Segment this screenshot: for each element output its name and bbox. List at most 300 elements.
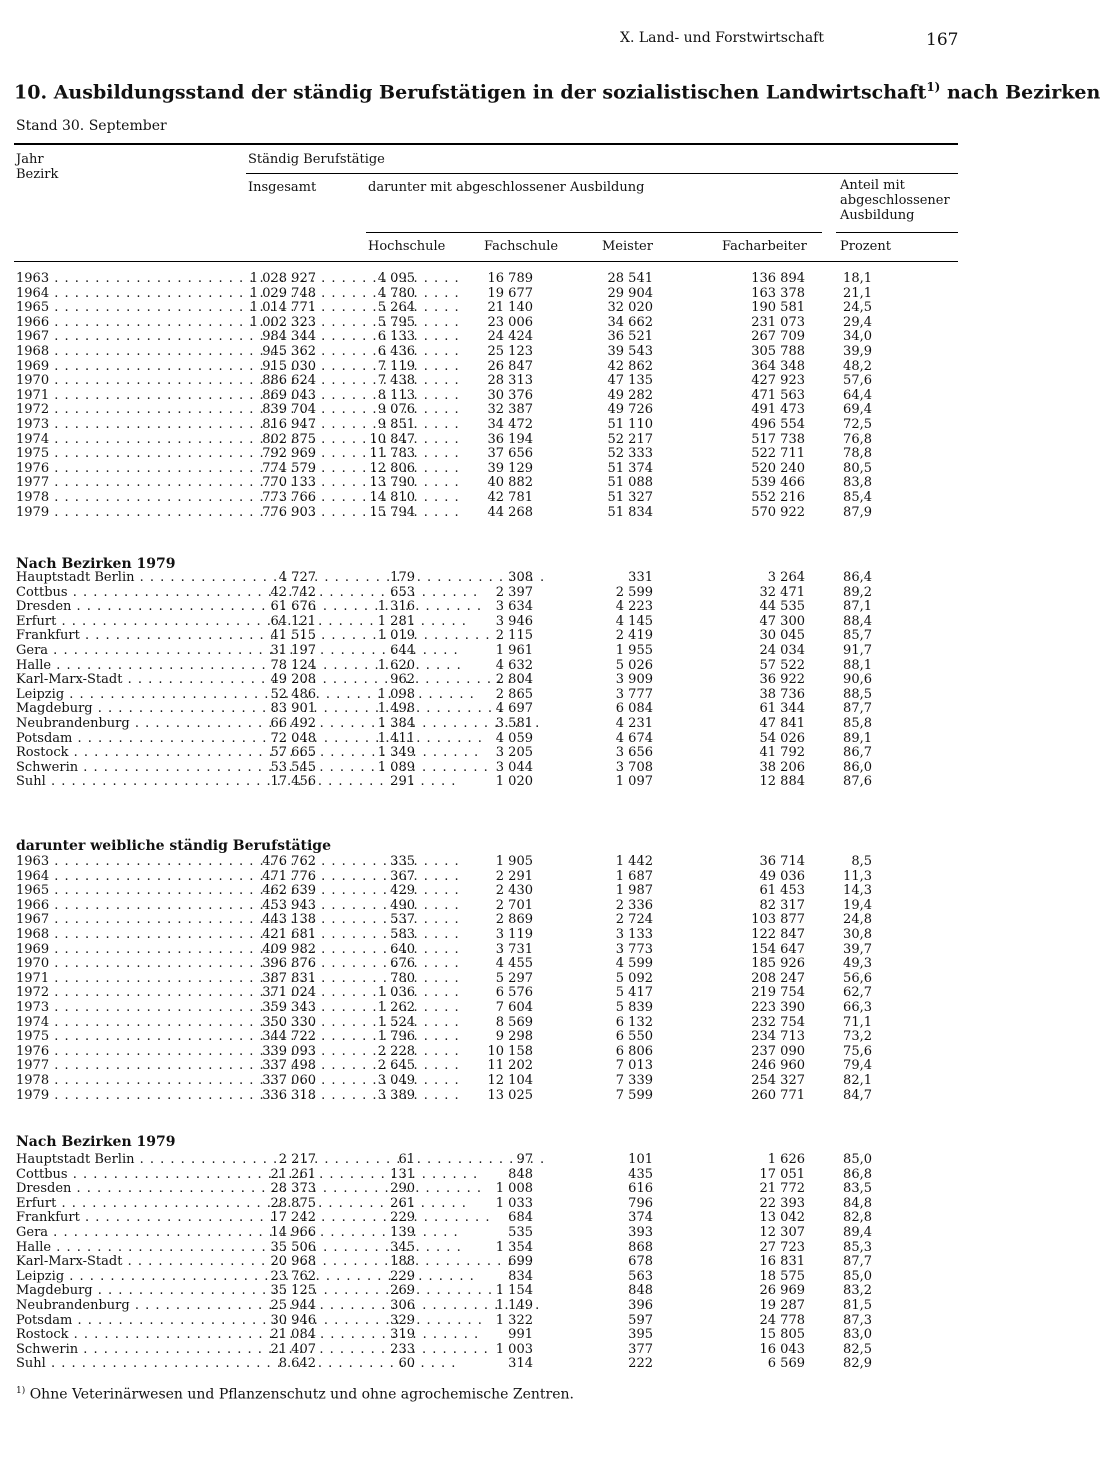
cell-hochschule: 1 089: [377, 759, 415, 775]
table-row: [0, 418, 1024, 433]
header-darunter: darunter mit abgeschlossener Ausbildung: [368, 180, 645, 195]
cell-fachschule: 2 397: [495, 584, 533, 600]
table-row: [0, 717, 1024, 732]
cell-facharbeiter: 82 317: [759, 897, 805, 913]
cell-insgesamt: 2 217: [278, 1152, 316, 1167]
table-row: [0, 1255, 1024, 1270]
cell-facharbeiter: 219 754: [751, 985, 805, 1001]
table-row: [0, 374, 1024, 389]
cell-fachschule: 16 789: [487, 271, 533, 286]
cell-insgesamt: 816 947: [262, 417, 316, 432]
row-label: 1979 . . .: [16, 506, 234, 521]
cell-facharbeiter: 520 240: [751, 460, 805, 476]
cell-meister: 796: [628, 1195, 653, 1211]
row-label: 1972 . . .: [16, 986, 234, 1001]
cell-facharbeiter: 190 581: [751, 300, 805, 316]
row-label: Schwerin . . .: [16, 1343, 234, 1358]
cell-facharbeiter: 496 554: [751, 417, 805, 432]
cell-insgesamt: 443 138: [262, 912, 316, 928]
cell-insgesamt: 387 831: [262, 970, 316, 986]
cell-prozent: 8,5: [851, 854, 872, 869]
cell-prozent: 86,4: [843, 570, 872, 585]
cell-hochschule: 319: [390, 1327, 415, 1343]
cell-hochschule: 5 264: [377, 300, 415, 316]
cell-hochschule: 229: [390, 1210, 415, 1226]
cell-facharbeiter: 38 736: [759, 686, 805, 702]
cell-hochschule: 1 620: [377, 657, 415, 673]
cell-facharbeiter: 246 960: [751, 1058, 805, 1074]
cell-insgesamt: 17 456: [270, 774, 316, 790]
cell-prozent: 76,8: [843, 431, 872, 447]
row-label: Hauptstadt Berlin . . .: [16, 571, 234, 586]
cell-insgesamt: 20 968: [270, 1254, 316, 1270]
cell-prozent: 84,7: [843, 1087, 872, 1103]
cell-hochschule: 2 228: [377, 1043, 415, 1059]
cell-facharbeiter: 18 575: [759, 1268, 805, 1284]
cell-meister: 51 327: [607, 490, 653, 505]
cell-fachschule: 834: [508, 1268, 533, 1284]
cell-fachschule: 3 581: [495, 716, 533, 731]
row-label: Rostock . . .: [16, 746, 234, 761]
cell-hochschule: 3 389: [377, 1087, 415, 1103]
cell-meister: 678: [628, 1254, 653, 1270]
cell-insgesamt: 57 665: [270, 745, 316, 761]
cell-fachschule: 1 961: [495, 643, 533, 658]
cell-hochschule: 179: [390, 570, 415, 585]
table-row: [0, 1030, 1024, 1045]
cell-facharbeiter: 27 723: [759, 1239, 805, 1255]
row-label: 1977 . . .: [16, 1059, 234, 1074]
row-label: 1970 . . .: [16, 957, 234, 972]
row-label: 1970 . . .: [16, 374, 234, 389]
cell-insgesamt: 30 946: [270, 1312, 316, 1328]
cell-prozent: 39,9: [843, 344, 872, 359]
table-row: [0, 506, 1024, 521]
row-label: 1967 . . .: [16, 913, 234, 928]
cell-fachschule: 3 731: [495, 941, 533, 957]
cell-facharbeiter: 427 923: [751, 373, 805, 389]
cell-facharbeiter: 19 287: [759, 1298, 805, 1313]
cell-meister: 2 336: [615, 897, 653, 913]
cell-hochschule: 6 436: [377, 344, 415, 359]
cell-facharbeiter: 44 535: [759, 599, 805, 615]
cell-prozent: 82,9: [843, 1356, 872, 1372]
header-rule-darunter: [366, 232, 822, 233]
cell-hochschule: 8 113: [377, 387, 415, 403]
cell-meister: 374: [628, 1210, 653, 1226]
cell-meister: 51 834: [607, 504, 653, 520]
cell-fachschule: 4 632: [495, 657, 533, 673]
cell-facharbeiter: 17 051: [759, 1166, 805, 1182]
cell-insgesamt: 886 624: [262, 373, 316, 389]
table-row: [0, 491, 1024, 506]
cell-prozent: 88,1: [843, 657, 872, 673]
cell-meister: 51 088: [607, 475, 653, 491]
row-label: Karl-Marx-Stadt . . .: [16, 1255, 234, 1270]
cell-hochschule: 367: [390, 868, 415, 884]
footnote-text: Ohne Veterinärwesen und Pflanzenschutz und ohne agrochemische Zentren.: [29, 1386, 575, 1403]
cell-hochschule: 269: [390, 1283, 415, 1299]
cell-hochschule: 583: [390, 927, 415, 942]
table-row: [0, 462, 1024, 477]
cell-meister: 868: [628, 1239, 653, 1255]
cell-prozent: 89,1: [843, 730, 872, 746]
cell-hochschule: 1 098: [377, 686, 415, 702]
cell-hochschule: 6 133: [377, 329, 415, 345]
cell-insgesamt: 66 492: [270, 716, 316, 731]
cell-facharbeiter: 47 841: [759, 716, 805, 731]
header-anteil-1: Anteil mit: [840, 178, 905, 193]
cell-insgesamt: 72 048: [270, 730, 316, 746]
section-heading-bezirke-female: Nach Bezirken 1979: [16, 1134, 176, 1150]
header-rule-anteil: [836, 232, 958, 233]
cell-fachschule: 1 020: [495, 774, 533, 790]
header-group: Ständig Berufstätige: [248, 152, 385, 167]
cell-prozent: 84,8: [843, 1195, 872, 1211]
cell-facharbeiter: 471 563: [751, 387, 805, 403]
cell-facharbeiter: 26 969: [759, 1283, 805, 1299]
cell-meister: 1 987: [615, 883, 653, 899]
table-row: [0, 301, 1024, 316]
table-row: [0, 272, 1024, 287]
table-row: [0, 1299, 1024, 1314]
cell-insgesamt: 21 407: [270, 1341, 316, 1357]
cell-facharbeiter: 15 805: [759, 1327, 805, 1343]
row-label: Suhl . . .: [16, 775, 234, 790]
cell-hochschule: 61: [398, 1152, 415, 1167]
cell-meister: 47 135: [607, 373, 653, 389]
cell-facharbeiter: 16 043: [759, 1341, 805, 1357]
cell-hochschule: 1 019: [377, 628, 415, 644]
cell-facharbeiter: 24 778: [759, 1312, 805, 1328]
row-label: 1969 . . .: [16, 360, 234, 375]
cell-insgesamt: 14 966: [270, 1225, 316, 1240]
cell-prozent: 83,0: [843, 1327, 872, 1343]
table-row: [0, 732, 1024, 747]
table-row: [0, 1016, 1024, 1031]
cell-insgesamt: 409 982: [262, 941, 316, 957]
cell-facharbeiter: 12 884: [759, 774, 805, 790]
cell-fachschule: 8 569: [495, 1014, 533, 1030]
cell-meister: 4 599: [615, 956, 653, 972]
cell-prozent: 86,0: [843, 759, 872, 775]
cell-facharbeiter: 491 473: [751, 402, 805, 418]
cell-fachschule: 3 044: [495, 759, 533, 775]
header-rule-group: [246, 173, 958, 174]
cell-insgesamt: 339 093: [262, 1043, 316, 1059]
row-label: Magdeburg . . .: [16, 1284, 234, 1299]
table-row: [0, 345, 1024, 360]
cell-insgesamt: 453 943: [262, 897, 316, 913]
cell-fachschule: 12 104: [487, 1073, 533, 1088]
cell-hochschule: 139: [390, 1225, 415, 1240]
footnote: [16, 1386, 574, 1403]
table-row: [0, 1045, 1024, 1060]
cell-meister: 3 773: [615, 941, 653, 957]
cell-hochschule: 345: [390, 1239, 415, 1255]
header-top-rule: [14, 143, 958, 145]
cell-insgesamt: 337 498: [262, 1058, 316, 1074]
cell-facharbeiter: 3 264: [767, 570, 805, 585]
cell-facharbeiter: 30 045: [759, 628, 805, 644]
cell-fachschule: 25 123: [487, 344, 533, 359]
running-head: X. Land- und Forstwirtschaft: [620, 30, 824, 46]
cell-fachschule: 2 869: [495, 912, 533, 928]
cell-hochschule: 1 411: [377, 730, 415, 746]
cell-meister: 36 521: [607, 329, 653, 345]
row-label: Neubrandenburg . . .: [16, 717, 234, 732]
cell-hochschule: 780: [390, 970, 415, 986]
cell-meister: 393: [628, 1225, 653, 1240]
cell-fachschule: 42 781: [487, 490, 533, 505]
table-row: [0, 330, 1024, 345]
cell-meister: 6 806: [615, 1043, 653, 1059]
cell-meister: 7 599: [615, 1087, 653, 1103]
cell-prozent: 49,3: [843, 956, 872, 972]
cell-fachschule: 36 194: [487, 431, 533, 447]
cell-hochschule: 1 036: [377, 985, 415, 1001]
cell-meister: 6 084: [615, 701, 653, 717]
table-row: [0, 629, 1024, 644]
cell-prozent: 89,2: [843, 584, 872, 600]
cell-hochschule: 10 847: [369, 431, 415, 447]
table-row: [0, 586, 1024, 601]
cell-insgesamt: 915 030: [262, 358, 316, 374]
row-label: 1963 . . .: [16, 272, 234, 287]
cell-insgesamt: 770 133: [262, 475, 316, 491]
cell-insgesamt: 61 676: [270, 599, 316, 615]
cell-meister: 4 231: [615, 716, 653, 731]
header-stub-bezirk: Bezirk: [16, 167, 59, 182]
cell-insgesamt: 1 002 323: [249, 314, 316, 330]
table-row: [0, 287, 1024, 302]
table-row: [0, 1211, 1024, 1226]
row-label: Hauptstadt Berlin . . .: [16, 1153, 234, 1168]
cell-meister: 34 662: [607, 314, 653, 330]
cell-insgesamt: 49 208: [270, 672, 316, 688]
cell-hochschule: 13 790: [369, 475, 415, 491]
cell-facharbeiter: 36 714: [759, 854, 805, 869]
cell-meister: 597: [628, 1312, 653, 1328]
cell-meister: 52 217: [607, 431, 653, 447]
row-label: 1971 . . .: [16, 972, 234, 987]
cell-facharbeiter: 54 026: [759, 730, 805, 746]
cell-hochschule: 291: [390, 774, 415, 790]
cell-meister: 2 599: [615, 584, 653, 600]
cell-fachschule: 3 634: [495, 599, 533, 615]
cell-fachschule: 1 033: [495, 1195, 533, 1211]
cell-fachschule: 10 158: [487, 1043, 533, 1059]
cell-fachschule: 37 656: [487, 446, 533, 462]
cell-prozent: 89,4: [843, 1225, 872, 1240]
cell-facharbeiter: 122 847: [751, 927, 805, 942]
cell-meister: 32 020: [607, 300, 653, 316]
cell-hochschule: 229: [390, 1268, 415, 1284]
cell-hochschule: 3 049: [377, 1073, 415, 1088]
cell-fachschule: 11 202: [487, 1058, 533, 1074]
cell-insgesamt: 28 373: [270, 1181, 316, 1197]
cell-insgesamt: 78 124: [270, 657, 316, 673]
cell-meister: 5 417: [615, 985, 653, 1001]
row-label: 1971 . . .: [16, 389, 234, 404]
cell-facharbeiter: 232 754: [751, 1014, 805, 1030]
cell-fachschule: 40 882: [487, 475, 533, 491]
cell-fachschule: 4 059: [495, 730, 533, 746]
cell-insgesamt: 337 060: [262, 1073, 316, 1088]
cell-prozent: 87,9: [843, 504, 872, 520]
title-footnote-mark: 1): [926, 80, 941, 94]
cell-prozent: 85,7: [843, 628, 872, 644]
cell-meister: 2 724: [615, 912, 653, 928]
cell-prozent: 82,5: [843, 1341, 872, 1357]
cell-meister: 5 026: [615, 657, 653, 673]
row-label: Frankfurt . . .: [16, 629, 234, 644]
row-label: Halle . . .: [16, 659, 234, 674]
page-number: 167: [926, 30, 959, 50]
table-row: [0, 1270, 1024, 1285]
cell-facharbeiter: 267 709: [751, 329, 805, 345]
cell-hochschule: 537: [390, 912, 415, 928]
table-row: [0, 1328, 1024, 1343]
cell-fachschule: 3 205: [495, 745, 533, 761]
cell-prozent: 29,4: [843, 314, 872, 330]
row-label: Neubrandenburg . . .: [16, 1299, 234, 1314]
cell-facharbeiter: 61 453: [759, 883, 805, 899]
cell-insgesamt: 476 762: [262, 854, 316, 869]
cell-meister: 5 092: [615, 970, 653, 986]
table-row: [0, 644, 1024, 659]
cell-hochschule: 7 438: [377, 373, 415, 389]
cell-insgesamt: 41 515: [270, 628, 316, 644]
cell-facharbeiter: 41 792: [759, 745, 805, 761]
cell-insgesamt: 776 903: [262, 504, 316, 520]
cell-meister: 4 145: [615, 613, 653, 629]
cell-facharbeiter: 237 090: [751, 1043, 805, 1059]
cell-meister: 42 862: [607, 358, 653, 374]
cell-insgesamt: 28 875: [270, 1195, 316, 1211]
cell-facharbeiter: 24 034: [759, 643, 805, 658]
cell-meister: 2 419: [615, 628, 653, 644]
cell-fachschule: 2 804: [495, 672, 533, 688]
row-label: Dresden . . .: [16, 1182, 234, 1197]
cell-facharbeiter: 12 307: [759, 1225, 805, 1240]
cell-facharbeiter: 154 647: [751, 941, 805, 957]
cell-prozent: 64,4: [843, 387, 872, 403]
cell-fachschule: 3 946: [495, 613, 533, 629]
cell-hochschule: 1 498: [377, 701, 415, 717]
table-row: [0, 986, 1024, 1001]
cell-prozent: 88,4: [843, 613, 872, 629]
cell-facharbeiter: 61 344: [759, 701, 805, 717]
table-row: [0, 884, 1024, 899]
cell-facharbeiter: 163 378: [751, 285, 805, 301]
header-hochschule: Hochschule: [368, 239, 446, 254]
cell-prozent: 71,1: [843, 1014, 872, 1030]
row-label: 1975 . . .: [16, 447, 234, 462]
row-label: 1972 . . .: [16, 403, 234, 418]
row-label: Karl-Marx-Stadt . . .: [16, 673, 234, 688]
cell-meister: 616: [628, 1181, 653, 1197]
cell-fachschule: 44 268: [487, 504, 533, 520]
cell-insgesamt: 53 545: [270, 759, 316, 775]
cell-hochschule: 2 645: [377, 1058, 415, 1074]
cell-meister: 29 904: [607, 285, 653, 301]
table-row: [0, 1357, 1024, 1372]
table-row: [0, 855, 1024, 870]
table-row: [0, 1182, 1024, 1197]
table-row: [0, 433, 1024, 448]
row-label: Halle . . .: [16, 1241, 234, 1256]
cell-fachschule: 4 697: [495, 701, 533, 717]
cell-fachschule: 28 313: [487, 373, 533, 389]
cell-prozent: 78,8: [843, 446, 872, 462]
row-label: Erfurt . . .: [16, 1197, 234, 1212]
cell-meister: 7 339: [615, 1073, 653, 1088]
cell-hochschule: 9 076: [377, 402, 415, 418]
row-label: 1978 . . .: [16, 1074, 234, 1089]
cell-prozent: 66,3: [843, 1000, 872, 1015]
cell-insgesamt: 984 344: [262, 329, 316, 345]
cell-meister: 3 708: [615, 759, 653, 775]
cell-prozent: 83,8: [843, 475, 872, 491]
row-label: 1963 . . .: [16, 855, 234, 870]
cell-meister: 435: [628, 1166, 653, 1182]
cell-insgesamt: 35 506: [270, 1239, 316, 1255]
cell-prozent: 19,4: [843, 897, 872, 913]
table-row: [0, 1284, 1024, 1299]
cell-insgesamt: 336 318: [262, 1087, 316, 1103]
cell-facharbeiter: 185 926: [751, 956, 805, 972]
cell-insgesamt: 371 024: [262, 985, 316, 1001]
cell-meister: 51 110: [607, 417, 653, 432]
cell-fachschule: 26 847: [487, 358, 533, 374]
cell-insgesamt: 839 704: [262, 402, 316, 418]
cell-insgesamt: 350 330: [262, 1014, 316, 1030]
cell-meister: 848: [628, 1283, 653, 1299]
cell-insgesamt: 83 901: [270, 701, 316, 717]
cell-fachschule: 9 298: [495, 1029, 533, 1045]
table-row: [0, 1059, 1024, 1074]
table-row: [0, 447, 1024, 462]
row-label: 1976 . . .: [16, 1045, 234, 1060]
cell-meister: 51 374: [607, 460, 653, 476]
cell-facharbeiter: 103 877: [751, 912, 805, 928]
table-row: [0, 1089, 1024, 1104]
cell-hochschule: 329: [390, 1312, 415, 1328]
cell-hochschule: 640: [390, 941, 415, 957]
table-row: [0, 615, 1024, 630]
table-row: [0, 1153, 1024, 1168]
cell-fachschule: 1 354: [495, 1239, 533, 1255]
cell-hochschule: 261: [390, 1195, 415, 1211]
cell-facharbeiter: 36 922: [759, 672, 805, 688]
row-label: 1973 . . .: [16, 418, 234, 433]
table-row: [0, 972, 1024, 987]
cell-insgesamt: 31 197: [270, 643, 316, 658]
cell-hochschule: 429: [390, 883, 415, 899]
cell-prozent: 24,8: [843, 912, 872, 928]
cell-facharbeiter: 364 348: [751, 358, 805, 374]
cell-prozent: 82,8: [843, 1210, 872, 1226]
cell-fachschule: 4 455: [495, 956, 533, 972]
table-row: [0, 673, 1024, 688]
cell-facharbeiter: 32 471: [759, 584, 805, 600]
cell-insgesamt: 802 875: [262, 431, 316, 447]
row-label: Potsdam . . .: [16, 732, 234, 747]
row-label: 1966 . . .: [16, 316, 234, 331]
row-label: 1978 . . .: [16, 491, 234, 506]
row-label: 1975 . . .: [16, 1030, 234, 1045]
